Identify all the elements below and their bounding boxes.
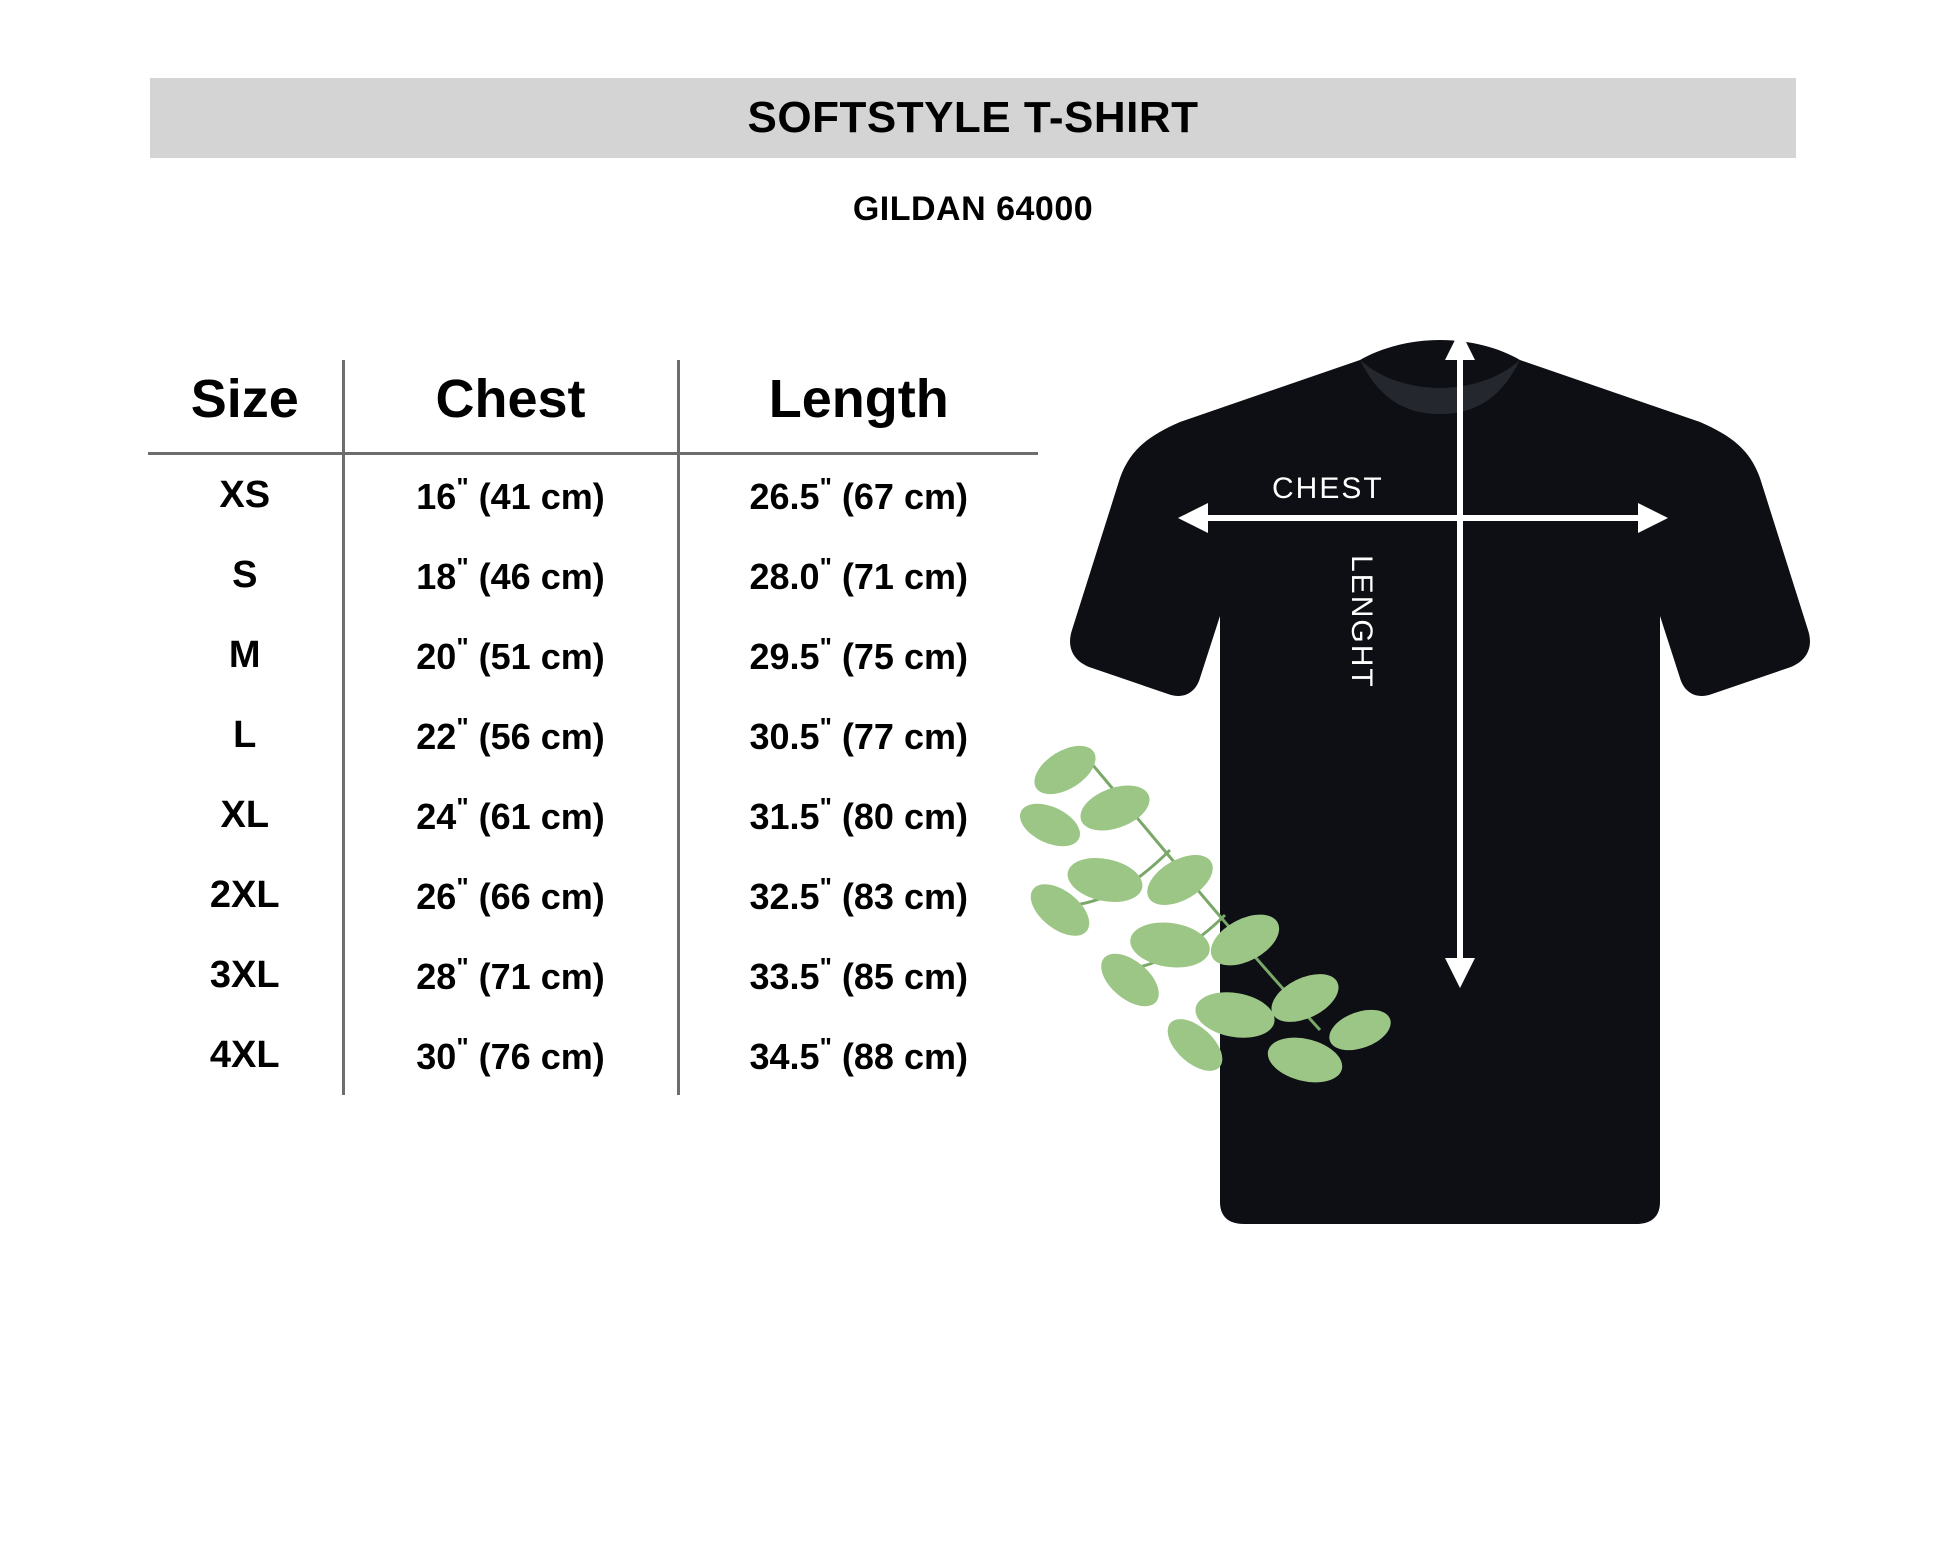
cell-length <box>678 1015 1038 1095</box>
length-cm: (85 cm) <box>841 956 968 997</box>
length-inches: 34.5 <box>749 1036 820 1077</box>
table-row <box>148 535 1038 615</box>
table-row <box>148 1015 1038 1095</box>
size-chart-table <box>148 360 1038 1095</box>
cell-length <box>678 454 1038 536</box>
cell-chest <box>343 535 678 615</box>
inch-mark: " <box>819 792 832 822</box>
inch-mark: " <box>819 552 832 582</box>
inch-mark: " <box>456 632 469 662</box>
inch-mark: " <box>819 872 832 902</box>
length-inches: 32.5 <box>749 876 820 917</box>
length-cm: (80 cm) <box>841 796 968 837</box>
cell-size: XS <box>148 454 343 536</box>
cell-length <box>678 775 1038 855</box>
length-inches: 29.5 <box>749 636 820 677</box>
length-cm: (75 cm) <box>841 636 968 677</box>
cell-chest <box>343 454 678 536</box>
chest-inches: 26 <box>416 876 457 917</box>
inch-mark: " <box>819 952 832 982</box>
inch-mark: " <box>456 1032 469 1062</box>
column-header-size: Size <box>148 360 343 454</box>
cell-chest <box>343 855 678 935</box>
inch-mark: " <box>456 952 469 982</box>
inch-mark: " <box>819 632 832 662</box>
cell-chest <box>343 935 678 1015</box>
chest-cm: (71 cm) <box>478 956 605 997</box>
inch-mark: " <box>456 712 469 742</box>
length-inches: 28.0 <box>749 556 820 597</box>
inch-mark: " <box>456 872 469 902</box>
cell-length <box>678 695 1038 775</box>
table-row <box>148 615 1038 695</box>
length-dimension-label: LENGHT <box>1345 555 1378 689</box>
cell-size: L <box>148 695 343 775</box>
length-inches: 26.5 <box>749 476 820 517</box>
table-row <box>148 935 1038 1015</box>
inch-mark: " <box>456 792 469 822</box>
leaf-decoration-icon <box>1020 730 1440 1150</box>
cell-size: 2XL <box>148 855 343 935</box>
page-title: SOFTSTYLE T-SHIRT <box>747 93 1199 142</box>
chest-inches: 16 <box>416 476 457 517</box>
cell-chest <box>343 1015 678 1095</box>
chest-cm: (61 cm) <box>478 796 605 837</box>
length-inches: 30.5 <box>749 716 820 757</box>
table-row <box>148 855 1038 935</box>
length-inches: 33.5 <box>749 956 820 997</box>
length-cm: (88 cm) <box>841 1036 968 1077</box>
cell-size: S <box>148 535 343 615</box>
size-chart-table-container <box>148 360 1038 1095</box>
header-band <box>150 78 1796 158</box>
inch-mark: " <box>456 552 469 582</box>
chest-cm: (76 cm) <box>478 1036 605 1077</box>
length-cm: (67 cm) <box>841 476 968 517</box>
length-cm: (83 cm) <box>841 876 968 917</box>
column-header-length: Length <box>678 360 1038 454</box>
inch-mark: " <box>819 472 832 502</box>
cell-length <box>678 935 1038 1015</box>
inch-mark: " <box>819 712 832 742</box>
chest-inches: 24 <box>416 796 457 837</box>
length-inches: 31.5 <box>749 796 820 837</box>
chest-cm: (51 cm) <box>478 636 605 677</box>
cell-length <box>678 535 1038 615</box>
column-header-chest: Chest <box>343 360 678 454</box>
chest-dimension-label: CHEST <box>1272 472 1384 505</box>
cell-length <box>678 615 1038 695</box>
chest-cm: (56 cm) <box>478 716 605 757</box>
cell-length <box>678 855 1038 935</box>
table-header-row <box>148 360 1038 454</box>
cell-chest <box>343 615 678 695</box>
chest-cm: (41 cm) <box>478 476 605 517</box>
chest-cm: (46 cm) <box>478 556 605 597</box>
page-subtitle: GILDAN 64000 <box>852 190 1094 228</box>
table-row <box>148 695 1038 775</box>
cell-size: 3XL <box>148 935 343 1015</box>
cell-chest <box>343 695 678 775</box>
inch-mark: " <box>456 472 469 502</box>
cell-chest <box>343 775 678 855</box>
cell-size: XL <box>148 775 343 855</box>
chest-inches: 20 <box>416 636 457 677</box>
length-cm: (77 cm) <box>841 716 968 757</box>
inch-mark: " <box>819 1032 832 1062</box>
chest-inches: 30 <box>416 1036 457 1077</box>
tshirt-illustration <box>1060 330 1820 1250</box>
length-cm: (71 cm) <box>841 556 968 597</box>
chest-inches: 22 <box>416 716 457 757</box>
chest-cm: (66 cm) <box>478 876 605 917</box>
cell-size: M <box>148 615 343 695</box>
cell-size: 4XL <box>148 1015 343 1095</box>
table-row <box>148 454 1038 536</box>
chest-inches: 18 <box>416 556 457 597</box>
table-row <box>148 775 1038 855</box>
chest-inches: 28 <box>416 956 457 997</box>
